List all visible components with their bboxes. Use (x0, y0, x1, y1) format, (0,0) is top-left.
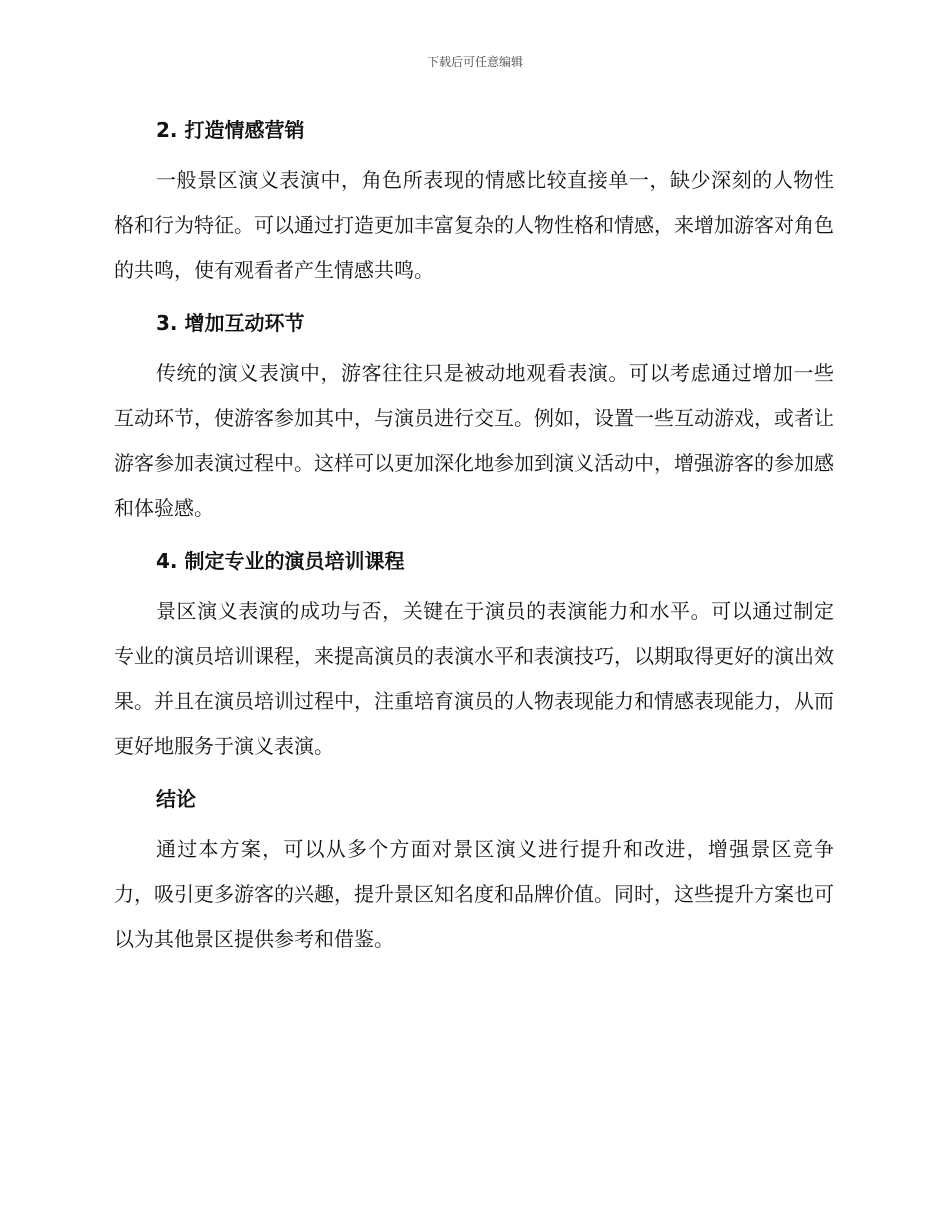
section-heading-interaction: 3. 增加互动环节 (156, 311, 305, 335)
section-paragraph-actor-training: 景区演义表演的成功与否，关键在于演员的表演能力和水平。可以通过制定专业的演员培训课程，来提高演员的表演水平和表演技巧，以期取得更好的演出效果。并且在演员培训过程中，注重培育演员的人物表现能力和情感表现能力，从而更好地服务于演义表演。 (114, 599, 834, 758)
section-heading-emotional-marketing: 2. 打造情感营销 (156, 118, 305, 142)
document-body (114, 108, 834, 970)
section-heading-conclusion: 结论 (156, 787, 196, 811)
section-paragraph-conclusion: 通过本方案，可以从多个方面对景区演义进行提升和改进，增强景区竞争力，吸引更多游客的兴趣，提升景区知名度和品牌价值。同时，这些提升方案也可以为其他景区提供参考和借鉴。 (114, 837, 834, 951)
header-note: 下载后可任意编辑 (426, 55, 523, 69)
section-heading-actor-training: 4. 制定专业的演员培训课程 (156, 549, 405, 573)
section-paragraph-emotional-marketing: 一般景区演义表演中，角色所表现的情感比较直接单一，缺少深刻的人物性格和行为特征。可以通过打造更加丰富复杂的人物性格和情感，来增加游客对角色的共鸣，使有观看者产生情感共鸣。 (114, 168, 834, 282)
section-paragraph-interaction: 传统的演义表演中，游客往往只是被动地观看表演。可以考虑通过增加一些互动环节，使游客参加其中，与演员进行交互。例如，设置一些互动游戏，或者让游客参加表演过程中。这样可以更加深化地参加到演义活动中，增强游客的参加感和体验感。 (114, 361, 834, 520)
